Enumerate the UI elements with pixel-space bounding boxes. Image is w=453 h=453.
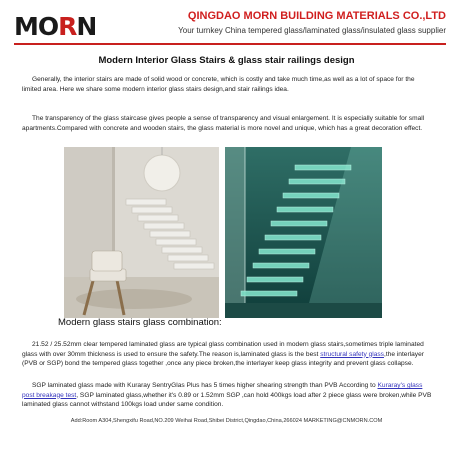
combination-text-a: 21.52 / 25.52mm clear tempered laminated glass are typical glass combination used in modern glass stairs,sometimes triple laminated glass with over 30mm thickness is used to ensure the safety.The reason is,laminated glass is the best xyxy=(22,341,424,358)
logo-letter-n: N xyxy=(76,12,97,41)
logo-letter-o: O xyxy=(37,12,59,41)
company-logo xyxy=(14,14,96,40)
intro-paragraph: Generally, the interior stairs are made of solid wood or concrete, which is costly and take much time,as well as a lot of space for the limited area. Here we share some modern interior glass stairs design,and stair railings idea. xyxy=(22,76,415,93)
transparency-paragraph: The transparency of the glass staircase gives people a sense of transparency and visual enlargement. It is especially suitable for small apartments.Compared with concrete and wooden stairs, the glass material is more novel and unique, which has a great decoration effect. xyxy=(22,115,425,132)
combination-subheading: Modern glass stairs glass combination: xyxy=(58,317,222,328)
logo-letter-r: R xyxy=(58,12,77,41)
kuraray-test-link[interactable]: Kuraray's glass post breakage test xyxy=(22,382,423,399)
page-footer: Add:Room A304,Shengxifu Road,NO.209 Weihai Road,Shibei District,Qingdao,China,266024 MARKETING@CNMORN.COM xyxy=(70,418,383,424)
logo-letter-m: M xyxy=(14,12,38,41)
sgp-text-a: SGP laminated glass made with Kuraray SentryGlas Plus has 5 times higher shearing strength than PVB According to xyxy=(32,382,378,389)
combination-text-b: ,the interlayer (PVB or SGP) bond the tempered glass together ,once any piece broken,the interlayer keep glass integrity and prevent glass collapse. xyxy=(22,350,424,367)
company-name: QINGDAO MORN BUILDING MATERIALS CO.,LTD xyxy=(187,10,446,22)
company-tagline: Your turnkey China tempered glass/laminated glass/insulated glass supplier xyxy=(178,26,446,35)
header-divider xyxy=(14,43,446,45)
page-header xyxy=(0,0,453,44)
article-title: Modern Interior Glass Stairs & glass stair railings design xyxy=(98,55,355,66)
sgp-paragraph xyxy=(22,381,434,410)
concrete-stairs-photo xyxy=(64,147,219,318)
combination-paragraph xyxy=(22,340,434,369)
glass-stairs-photo xyxy=(225,147,382,318)
structural-safety-glass-link[interactable]: structural safety glass xyxy=(320,350,384,358)
sgp-text-b: , SGP laminated glass,whether it's 0.89 or 1.52mm SGP ,can hold 400kgs load after 2 piece glass were broken,while PVB laminated glass cannot withstand 100kgs load under same condition. xyxy=(22,391,432,408)
